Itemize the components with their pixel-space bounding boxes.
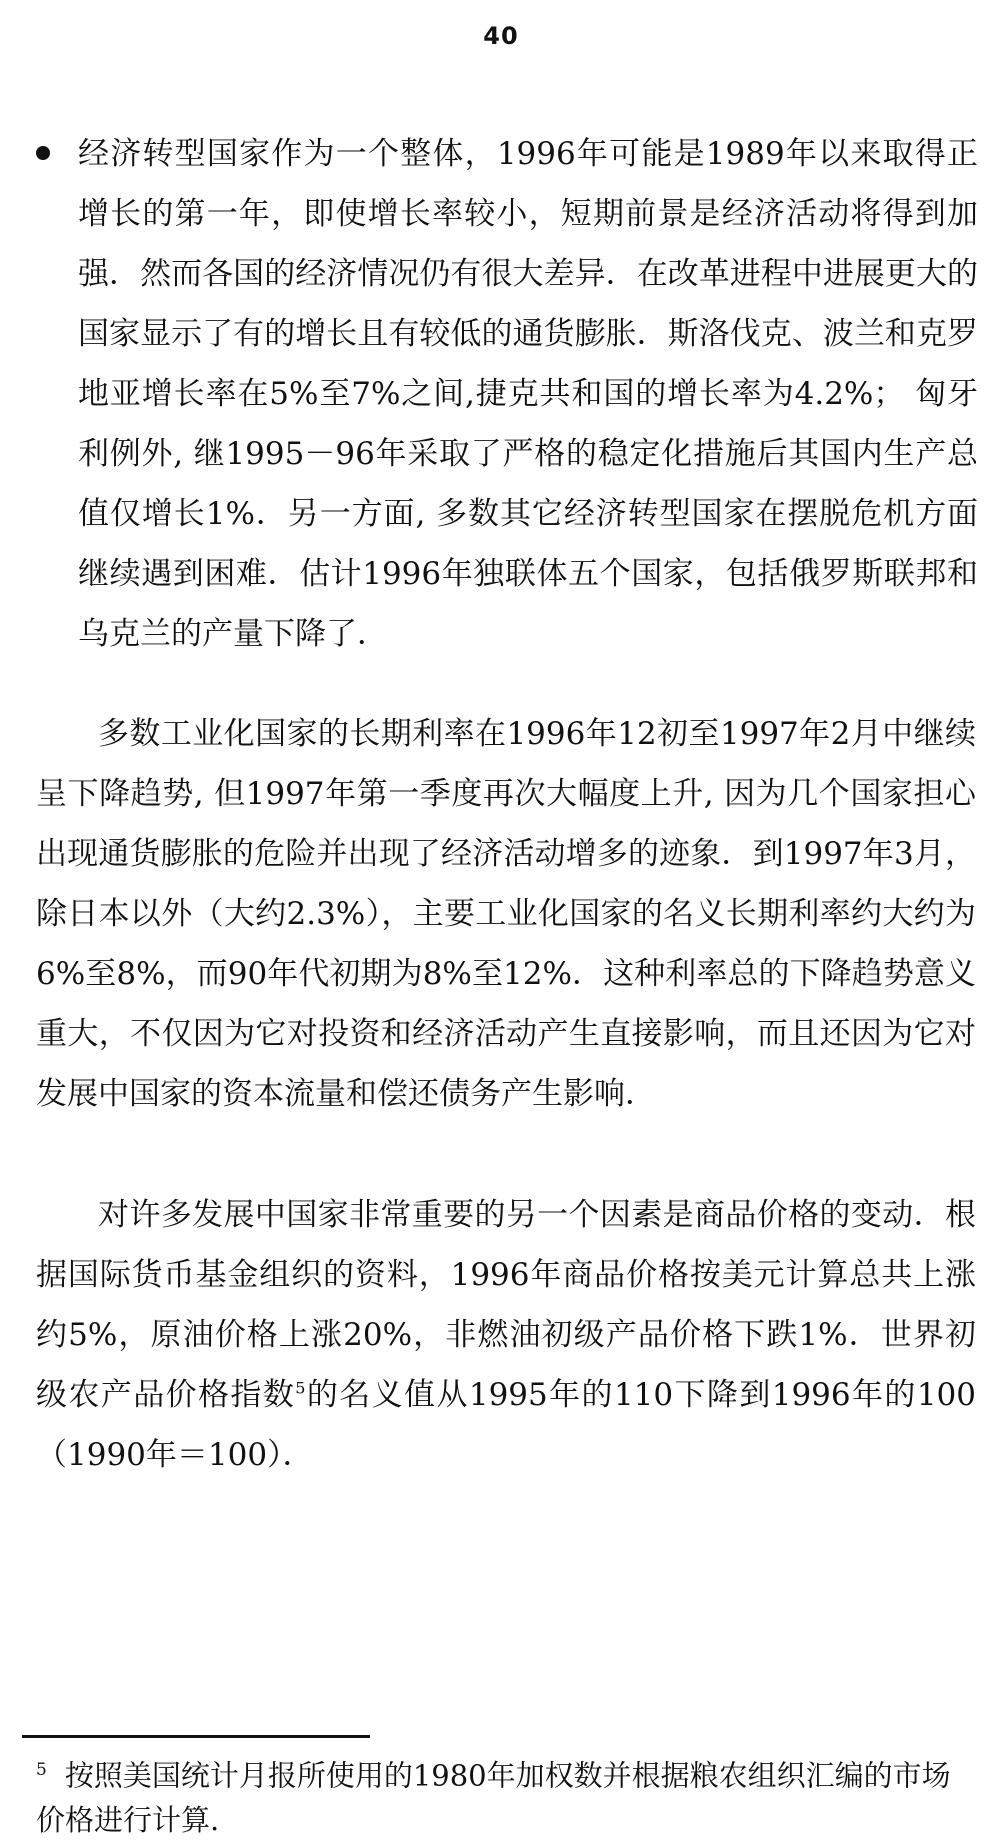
paragraph-commodity-prices [36,1185,976,1485]
paragraph-interest-rates: 多数工业化国家的长期利率在1996年12初至1997年2月中继续呈下降趋势, 但1997年第一季度再次大幅度上升, 因为几个国家担心出现通货膨胀的危险并出现了经济活动增多的迹象．到1997年3月，除日本以外（大约2.3%），主要工业化国家的名义长期利率约大约为6%至8%，而90年代初期为8%至12%．这种利率总的下降趋势意义重大，不仅因为它对投资和经济活动产生直接影响，而且还因为它对发展中国家的资本流量和偿还债务产生影响． [36,716,976,1112]
bullet-item [36,124,976,664]
bullet-dot-icon [36,146,50,160]
page-number: 40 [483,22,519,50]
paragraph-text-part: 的名义值从1995年的110下降到1996年的100（1990年＝100）． [36,1377,977,1473]
footnote-mark: 5 [36,1760,47,1780]
footnote-text: 按照美国统计月报所使用的1980年加权数并根据粮农组织汇编的市场价格进行计算. [36,1758,951,1837]
footnote [36,1748,976,1842]
footnote-reference: 5 [295,1378,306,1398]
bullet-text: 经济转型国家作为一个整体，1996年可能是1989年以来取得正增长的第一年，即使增长率较小，短期前景是经济活动将得到加强．然而各国的经济情况仍有很大差异．在改革进程中进展更大的国家显示了有的增长且有较低的通货膨胀．斯洛伐克、波兰和克罗地亚增长率在5%至7%之间,捷克共和国的增长率为4.2%； 匈牙利例外, 继1995－96年采取了严格的稳定化措施后其国内生产总值仅增长1%．另一方面, 多数其它经济转型国家在摆脱危机方面继续遇到困难．估计1996年独联体五个国家，包括俄罗斯联邦和乌克兰的产量下降了． [78,136,978,652]
footnote-divider [22,1735,370,1738]
paragraph-text-part: 对许多发展中国家非常重要的另一个因素是商品价格的变动．根据国际货币基金组织的资料，1996年商品价格按美元计算总共上涨约5%，原油价格上涨20%，非燃油初级产品价格下跌1%．世界初级农产品价格指数 [36,1197,976,1413]
